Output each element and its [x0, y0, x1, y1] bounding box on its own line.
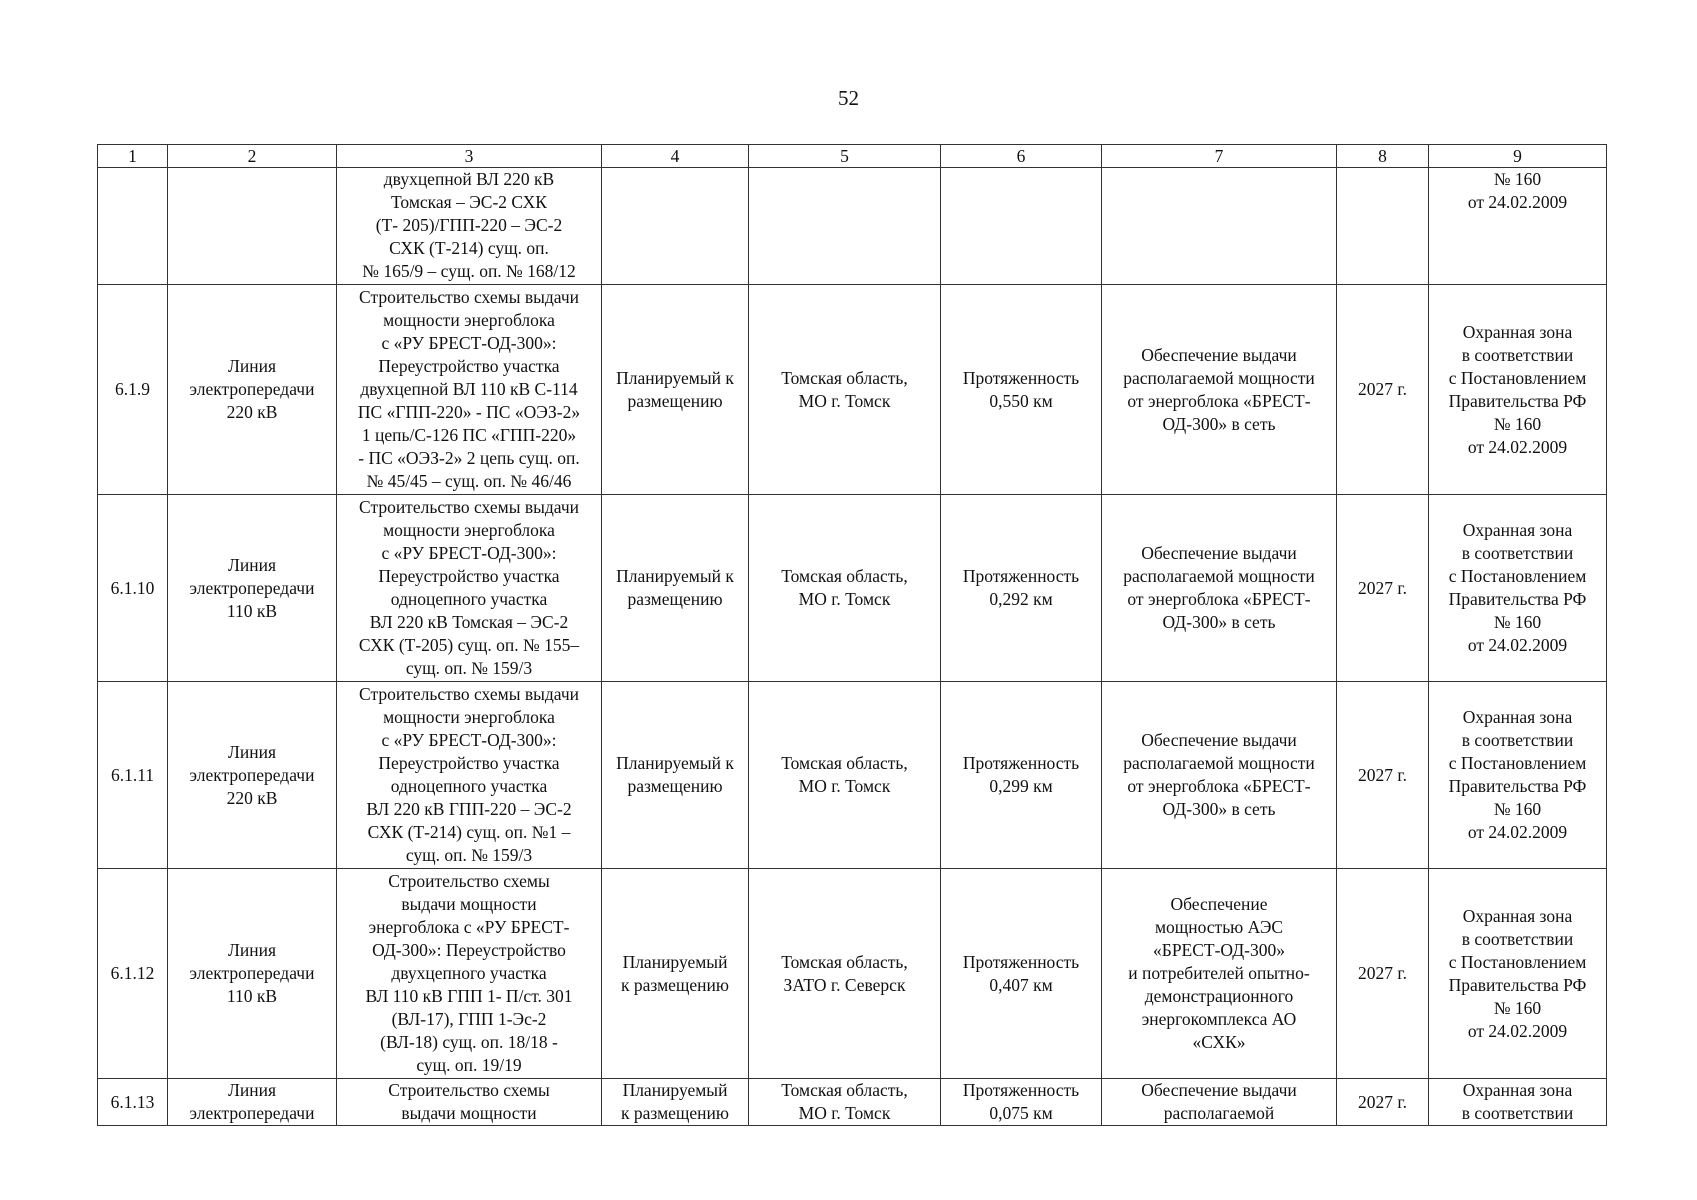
- cell-line: 1 цепь/С-126 ПС «ГПП-220»: [361, 425, 577, 445]
- cell-zone: [1429, 285, 1607, 495]
- cell-purpose: [1102, 495, 1337, 682]
- cell-line: 6.1.11: [110, 764, 155, 785]
- cell-line: с «РУ БРЕСТ-ОД-300»:: [381, 543, 557, 563]
- cell-purpose: [1102, 869, 1337, 1079]
- cell-line: Томская область,: [781, 753, 908, 773]
- cell-location: [749, 168, 941, 285]
- cell-line: Планируемый к: [616, 566, 734, 586]
- column-number: 6: [941, 145, 1102, 168]
- cell-line: в соответствии: [1461, 543, 1574, 563]
- cell-line: Охранная зона: [1462, 321, 1573, 342]
- cell-line: электропередачи: [189, 963, 315, 983]
- cell-line: с Постановлением: [1448, 951, 1587, 972]
- cell-line: СХК (Т-205) сущ. оп. № 155–: [358, 635, 580, 655]
- cell-status: [602, 869, 749, 1079]
- cell-line: Строительство схемы выдачи: [359, 287, 579, 307]
- cell-year: [1337, 682, 1429, 869]
- cell-line: Охранная зона: [1462, 520, 1573, 540]
- cell-object: [168, 285, 337, 495]
- cell-object: [168, 869, 337, 1079]
- cell-line: энергоблока с «РУ БРЕСТ-: [368, 917, 570, 937]
- cell-object: [168, 1079, 337, 1126]
- cell-description: [337, 495, 602, 682]
- cell-line: Линия: [227, 554, 276, 575]
- cell-purpose: [1102, 168, 1337, 285]
- cell-line: № 160: [1493, 799, 1542, 819]
- cell-line: Обеспечение выдачи: [1141, 730, 1297, 750]
- cell-line: Планируемый к: [616, 753, 734, 773]
- cell-line: в соответствии: [1461, 1103, 1574, 1123]
- cell-line: одноцепного участка: [390, 589, 548, 609]
- cell-line: мощности энергоблока: [383, 310, 555, 330]
- cell-location: [749, 285, 941, 495]
- cell-line: СХК (Т-214) сущ. оп.: [389, 238, 549, 258]
- cell-zone: [1429, 682, 1607, 869]
- cell-line: № 160: [1493, 169, 1542, 189]
- cell-length: [941, 682, 1102, 869]
- cell-description: [337, 1079, 602, 1126]
- cell-line: № 165/9 – сущ. оп. № 168/12: [362, 261, 576, 281]
- cell-object: [168, 495, 337, 682]
- cell-status: [602, 168, 749, 285]
- cell-location: [749, 495, 941, 682]
- cell-line: МО г. Томск: [798, 1103, 891, 1123]
- cell-line: мощности энергоблока: [383, 707, 555, 727]
- column-number: 9: [1429, 145, 1607, 168]
- column-number: 5: [749, 145, 941, 168]
- cell-line: с Постановлением: [1448, 367, 1587, 388]
- cell-status: [602, 682, 749, 869]
- cell-line: - ПС «ОЭЗ-2» 2 цепь сущ. оп.: [358, 448, 580, 468]
- cell-line: 220 кВ: [226, 787, 278, 808]
- cell-line: МО г. Томск: [798, 390, 891, 411]
- table-row: [98, 682, 1607, 869]
- cell-line: размещению: [627, 776, 723, 796]
- cell-line: Протяженность: [962, 951, 1080, 972]
- column-number: 2: [168, 145, 337, 168]
- cell-purpose: [1102, 682, 1337, 869]
- cell-line: 6.1.12: [110, 963, 155, 983]
- cell-line: к размещению: [621, 1103, 729, 1123]
- cell-line: (Т- 205)/ГПП-220 – ЭС-2: [375, 215, 563, 235]
- cell-object: [168, 168, 337, 285]
- cell-num: [98, 869, 168, 1079]
- cell-purpose: [1102, 285, 1337, 495]
- cell-zone: [1429, 1079, 1607, 1126]
- cell-line: 0,550 км: [989, 390, 1053, 411]
- cell-line: Обеспечение выдачи: [1141, 543, 1297, 563]
- table-row: [98, 869, 1607, 1079]
- cell-line: 110 кВ: [226, 600, 278, 621]
- cell-line: выдачи мощности: [401, 894, 537, 914]
- cell-line: Строительство схемы: [388, 1080, 550, 1100]
- cell-line: (ВЛ-18) сущ. оп. 18/18 -: [380, 1032, 558, 1052]
- cell-line: в соответствии: [1461, 344, 1574, 365]
- continuation-row: [98, 168, 1607, 285]
- cell-line: Правительства РФ: [1448, 390, 1587, 411]
- cell-line: ОД-300» в сеть: [1162, 799, 1276, 819]
- cell-line: ПС «ГПП-220» - ПС «ОЭЗ-2»: [357, 402, 581, 422]
- cell-line: к размещению: [621, 974, 729, 995]
- cell-line: 0,299 км: [989, 776, 1053, 796]
- cell-line: Строительство схемы выдачи: [359, 497, 579, 517]
- cell-line: Охранная зона: [1462, 707, 1573, 727]
- cell-line: Переустройство участка: [378, 566, 560, 586]
- cell-line: Томская – ЭС-2 СХК: [391, 192, 547, 212]
- cell-line: с «РУ БРЕСТ-ОД-300»:: [381, 730, 557, 750]
- cell-year: [1337, 869, 1429, 1079]
- cell-line: электропередачи: [189, 379, 315, 399]
- cell-length: [941, 168, 1102, 285]
- column-number: 8: [1337, 145, 1429, 168]
- cell-line: ОД-300» в сеть: [1162, 413, 1276, 434]
- cell-line: электропередачи: [189, 764, 315, 785]
- cell-line: Планируемый: [622, 1080, 728, 1100]
- cell-line: от 24.02.2009: [1467, 192, 1568, 212]
- cell-line: МО г. Томск: [798, 776, 891, 796]
- cell-line: от 24.02.2009: [1467, 436, 1568, 457]
- cell-line: одноцепного участка: [390, 776, 548, 796]
- cell-line: Протяженность: [962, 566, 1080, 586]
- cell-line: 2027 г.: [1358, 577, 1407, 598]
- cell-line: 0,075 км: [989, 1103, 1053, 1123]
- cell-line: Охранная зона: [1462, 905, 1573, 926]
- cell-line: энергокомплекса АО: [1141, 1009, 1297, 1029]
- cell-line: ЗАТО г. Северск: [783, 974, 906, 995]
- cell-num: [98, 1079, 168, 1126]
- cell-line: демонстрационного: [1144, 986, 1294, 1006]
- cell-num: [98, 495, 168, 682]
- column-number: 3: [337, 145, 602, 168]
- cell-description: [337, 168, 602, 285]
- column-number: 1: [98, 145, 168, 168]
- cell-line: мощностью АЭС: [1154, 917, 1284, 937]
- cell-line: с Постановлением: [1448, 566, 1587, 586]
- cell-line: двухцепной ВЛ 110 кВ С-114: [360, 379, 578, 399]
- cell-line: от энергоблока «БРЕСТ-: [1127, 589, 1311, 609]
- cell-line: Томская область,: [781, 566, 908, 586]
- cell-line: 2027 г.: [1358, 1091, 1407, 1112]
- cell-line: Правительства РФ: [1448, 589, 1587, 609]
- cell-line: 2027 г.: [1358, 379, 1407, 399]
- cell-line: Протяженность: [962, 367, 1080, 388]
- cell-line: ВЛ 220 кВ ГПП-220 – ЭС-2: [366, 799, 572, 819]
- cell-year: [1337, 1079, 1429, 1126]
- cell-line: Протяженность: [962, 1080, 1080, 1100]
- cell-line: Томская область,: [781, 367, 908, 388]
- cell-line: от энергоблока «БРЕСТ-: [1127, 390, 1311, 411]
- cell-line: 2027 г.: [1358, 963, 1407, 983]
- cell-line: мощности энергоблока: [383, 520, 555, 540]
- cell-line: сущ. оп. № 159/3: [405, 845, 533, 865]
- cell-status: [602, 495, 749, 682]
- cell-line: № 45/45 – сущ. оп. № 46/46: [366, 471, 572, 491]
- cell-line: 2027 г.: [1358, 764, 1407, 785]
- cell-year: [1337, 168, 1429, 285]
- cell-location: [749, 1079, 941, 1126]
- cell-line: от 24.02.2009: [1467, 822, 1568, 842]
- cell-line: сущ. оп. № 159/3: [405, 658, 533, 678]
- cell-line: располагаемой мощности: [1123, 566, 1315, 586]
- cell-status: [602, 285, 749, 495]
- cell-line: Линия: [227, 741, 276, 762]
- cell-line: Планируемый к: [616, 367, 734, 388]
- cell-line: 220 кВ: [226, 402, 278, 422]
- cell-object: [168, 682, 337, 869]
- cell-line: размещению: [627, 390, 723, 411]
- cell-line: Переустройство участка: [378, 356, 560, 376]
- cell-line: Переустройство участка: [378, 753, 560, 773]
- cell-line: выдачи мощности: [401, 1103, 537, 1123]
- cell-line: в соответствии: [1461, 928, 1574, 949]
- cell-line: 0,292 км: [989, 589, 1053, 609]
- cell-length: [941, 495, 1102, 682]
- table-row: [98, 285, 1607, 495]
- cell-line: (ВЛ-17), ГПП 1-Эс-2: [391, 1009, 547, 1029]
- cell-line: электропередачи: [189, 577, 315, 598]
- cell-line: 6.1.10: [110, 577, 155, 598]
- cell-zone: [1429, 869, 1607, 1079]
- cell-line: электропередачи: [189, 1103, 315, 1123]
- cell-line: Охранная зона: [1462, 1080, 1573, 1100]
- cell-line: Линия: [227, 940, 276, 960]
- cell-location: [749, 682, 941, 869]
- cell-line: 6.1.13: [110, 1091, 155, 1112]
- cell-line: с Постановлением: [1448, 753, 1587, 773]
- cell-line: и потребителей опытно-: [1128, 963, 1310, 983]
- cell-line: с «РУ БРЕСТ-ОД-300»:: [381, 333, 557, 353]
- cell-description: [337, 869, 602, 1079]
- cell-line: Строительство схемы выдачи: [359, 684, 579, 704]
- cell-line: в соответствии: [1461, 730, 1574, 750]
- cell-line: двухцепного участка: [391, 963, 547, 983]
- cell-description: [337, 682, 602, 869]
- cell-location: [749, 869, 941, 1079]
- cell-year: [1337, 285, 1429, 495]
- cell-line: ОД-300» в сеть: [1162, 612, 1276, 632]
- cell-line: располагаемой мощности: [1123, 367, 1315, 388]
- cell-line: ОД-300»: Переустройство: [372, 940, 566, 960]
- cell-line: Линия: [227, 1080, 276, 1100]
- column-number: 4: [602, 145, 749, 168]
- cell-zone: [1429, 168, 1607, 285]
- cell-line: Томская область,: [781, 951, 908, 972]
- objects-table: [97, 144, 1607, 1126]
- cell-purpose: [1102, 1079, 1337, 1126]
- cell-line: располагаемой мощности: [1123, 753, 1315, 773]
- cell-line: двухцепной ВЛ 220 кВ: [383, 169, 555, 189]
- cell-year: [1337, 495, 1429, 682]
- cell-line: Обеспечение выдачи: [1141, 1080, 1297, 1100]
- cell-line: «БРЕСТ-ОД-300»: [1153, 940, 1285, 960]
- table-row: [98, 495, 1607, 682]
- cell-line: 110 кВ: [226, 986, 278, 1006]
- cell-line: Протяженность: [962, 753, 1080, 773]
- cell-line: Томская область,: [781, 1080, 908, 1100]
- page-number: 52: [838, 86, 859, 110]
- cell-num: [98, 285, 168, 495]
- cell-line: 0,407 км: [989, 974, 1053, 995]
- cell-line: «СХК»: [1192, 1032, 1246, 1052]
- cell-line: СХК (Т-214) сущ. оп. №1 –: [367, 822, 571, 842]
- cell-line: сущ. оп. 19/19: [416, 1055, 522, 1075]
- cell-line: Обеспечение: [1170, 894, 1268, 914]
- cell-line: Обеспечение выдачи: [1141, 344, 1297, 365]
- cell-num: [98, 682, 168, 869]
- cell-line: Строительство схемы: [388, 871, 550, 891]
- cell-line: располагаемой: [1163, 1103, 1275, 1123]
- cell-line: № 160: [1493, 612, 1542, 632]
- cell-line: ВЛ 110 кВ ГПП 1- П/ст. 301: [365, 986, 573, 1006]
- cell-line: Правительства РФ: [1448, 776, 1587, 796]
- column-number-row: [98, 145, 1607, 168]
- column-number: 7: [1102, 145, 1337, 168]
- cell-line: № 160: [1493, 413, 1542, 434]
- cell-description: [337, 285, 602, 495]
- table-row: [98, 1079, 1607, 1126]
- cell-line: 6.1.9: [115, 379, 150, 399]
- cell-line: от энергоблока «БРЕСТ-: [1127, 776, 1311, 796]
- cell-num: [98, 168, 168, 285]
- cell-line: ВЛ 220 кВ Томская – ЭС-2: [369, 612, 569, 632]
- cell-length: [941, 1079, 1102, 1126]
- cell-line: размещению: [627, 589, 723, 609]
- cell-line: Планируемый: [622, 951, 728, 972]
- cell-length: [941, 869, 1102, 1079]
- cell-length: [941, 285, 1102, 495]
- cell-line: № 160: [1493, 997, 1542, 1018]
- cell-status: [602, 1079, 749, 1126]
- cell-zone: [1429, 495, 1607, 682]
- cell-line: МО г. Томск: [798, 589, 891, 609]
- cell-line: Правительства РФ: [1448, 974, 1587, 995]
- cell-line: Линия: [227, 356, 276, 376]
- cell-line: от 24.02.2009: [1467, 1020, 1568, 1041]
- cell-line: от 24.02.2009: [1467, 635, 1568, 655]
